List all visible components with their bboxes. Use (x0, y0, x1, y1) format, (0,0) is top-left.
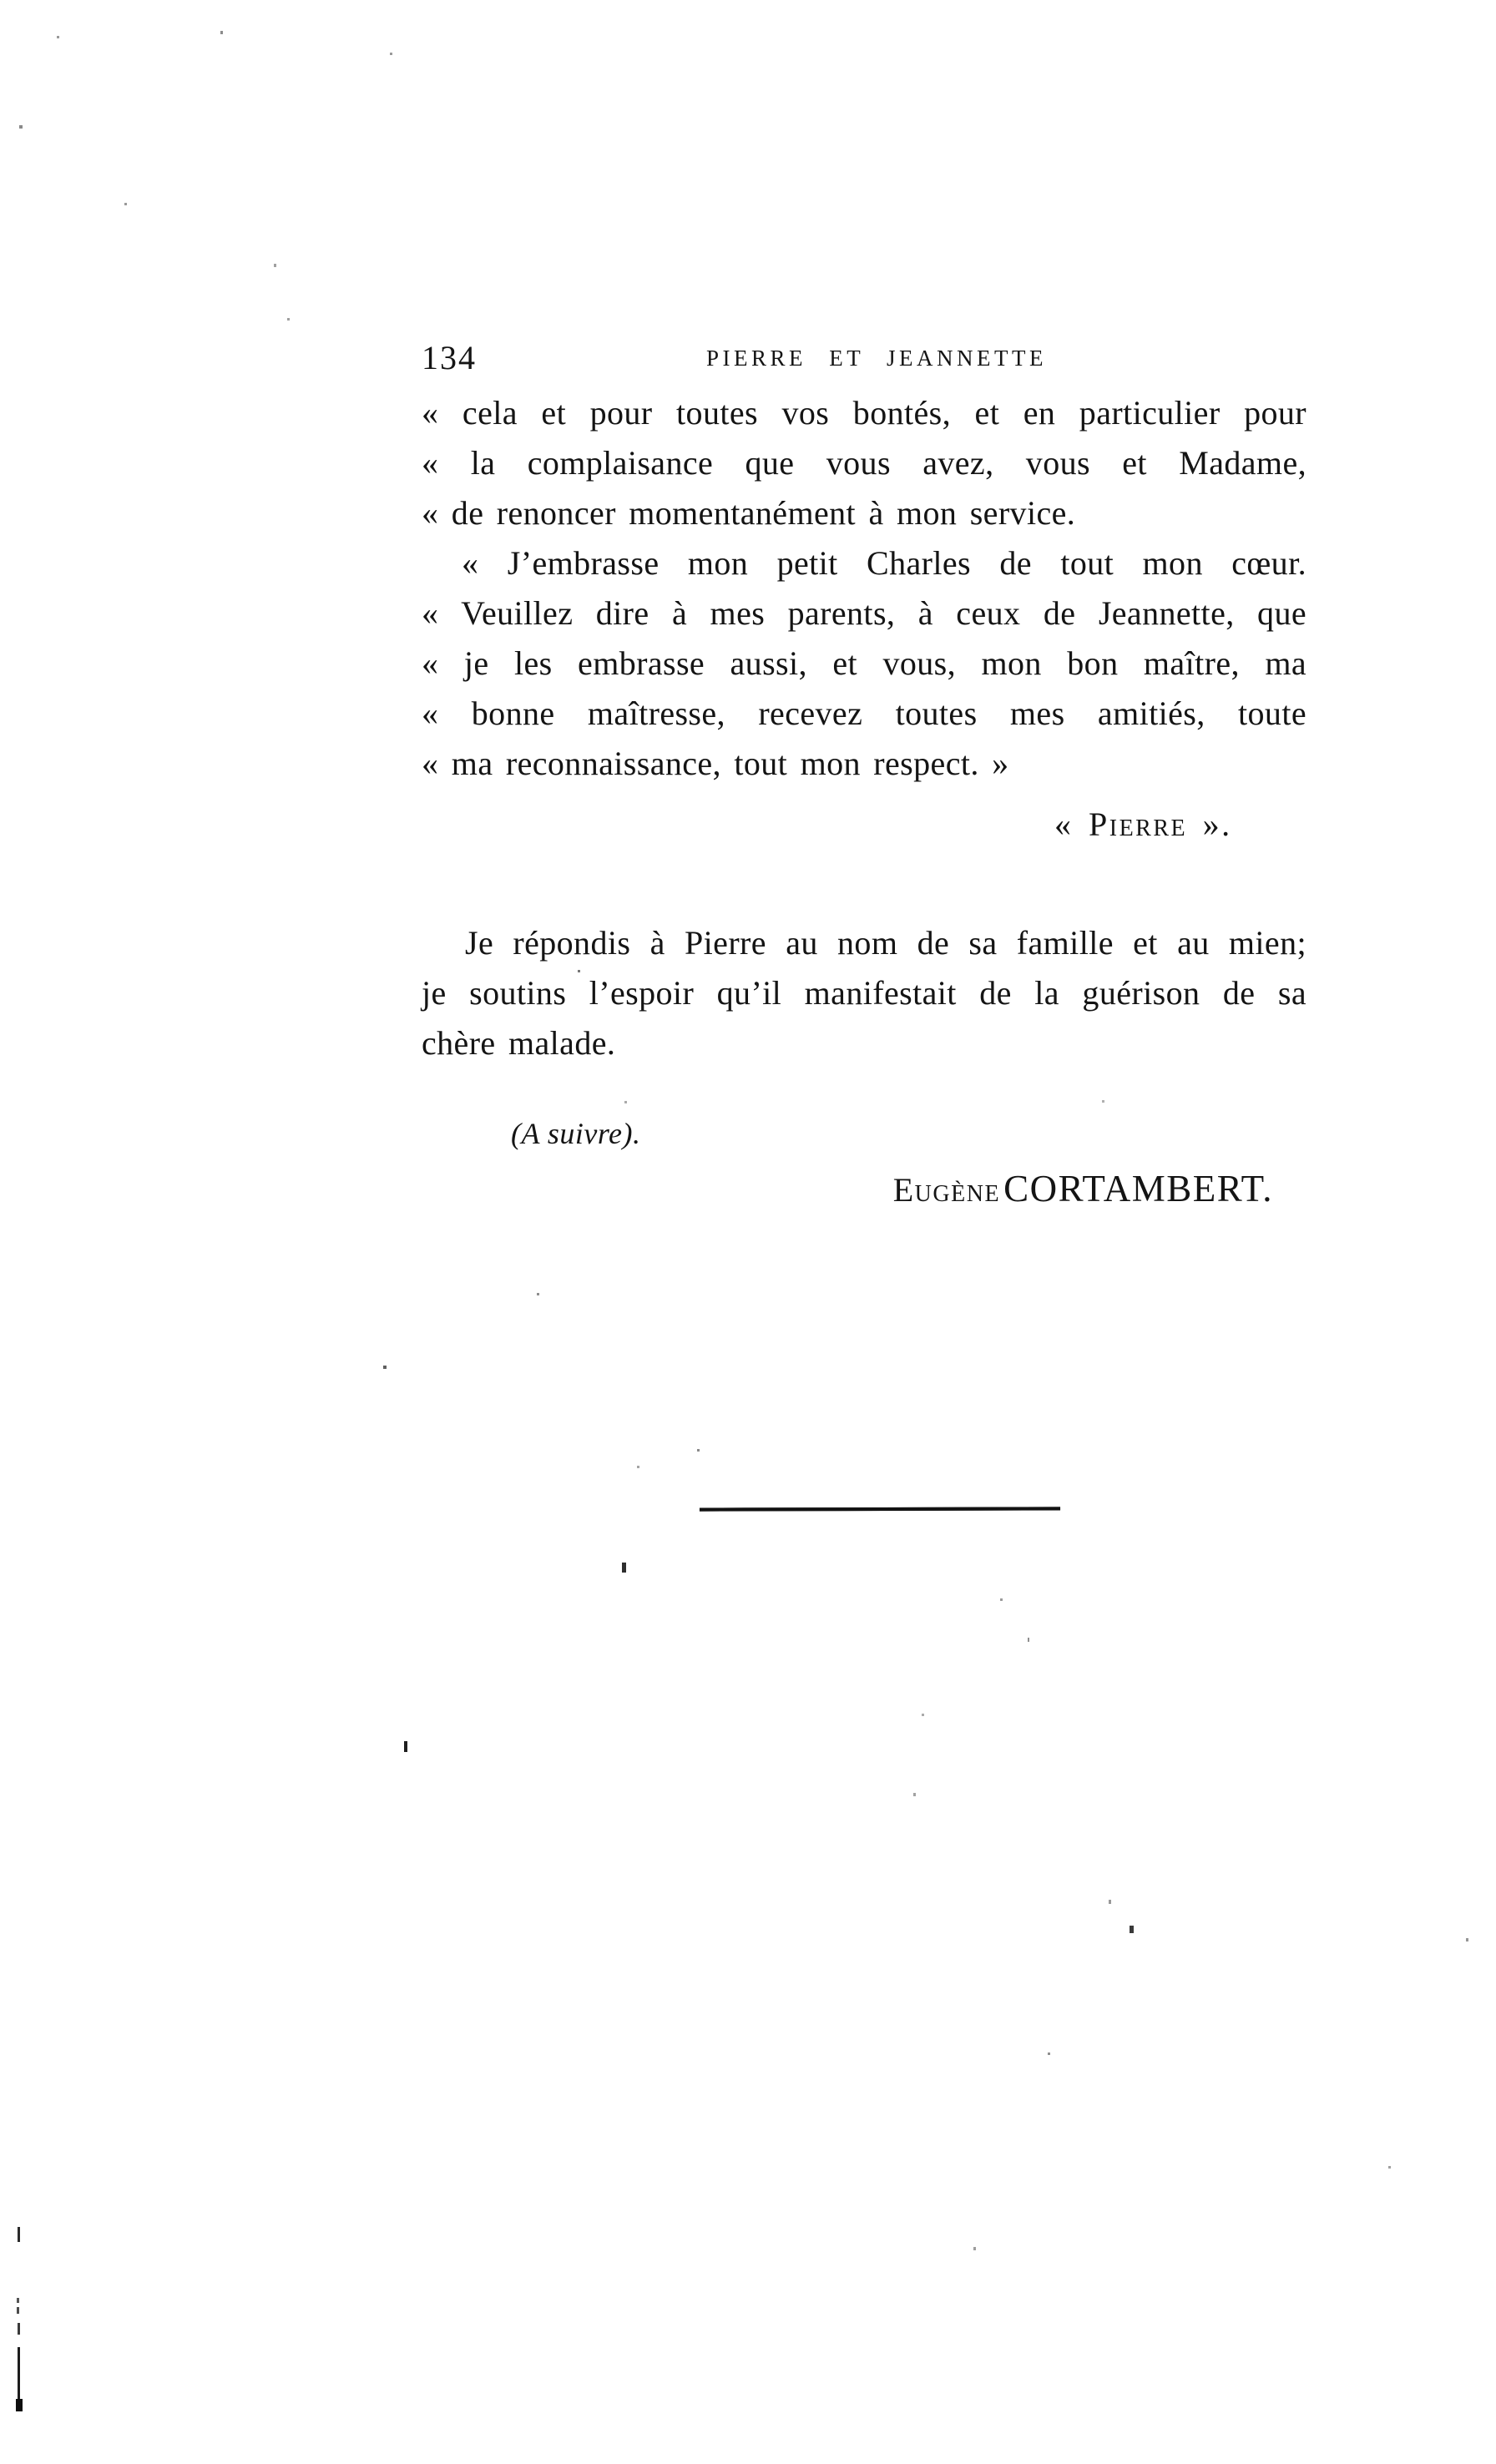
paragraph-line: Je répondis à Pierre au nom de sa famille et au mien; (465, 924, 1306, 962)
scan-artifact (220, 31, 223, 34)
quote-line: « J’embrasse mon petit Charles de tout mon cœur. (462, 544, 1306, 582)
scan-artifact (19, 125, 23, 129)
page-number: 134 (422, 339, 477, 376)
letter-signature: « Pierre ». (1054, 805, 1232, 843)
scan-artifact (1466, 1938, 1468, 1941)
quote-line: « de renoncer momentanément à mon service. (422, 494, 1076, 532)
scan-artifact (622, 1563, 626, 1573)
author-first-name: Eugène (892, 1171, 1001, 1209)
scan-artifact (18, 2323, 20, 2335)
scan-artifact (578, 970, 580, 972)
scan-artifact (624, 1101, 627, 1103)
quote-line: « je les embrasse aussi, et vous, mon bon maître, ma (422, 644, 1306, 682)
scan-artifact (1048, 2052, 1050, 2055)
quote-line: « ma reconnaissance, tout mon respect. » (422, 745, 1009, 782)
scan-artifact (390, 53, 392, 55)
scan-artifact (922, 1714, 924, 1716)
scan-artifact (124, 203, 127, 205)
scan-artifact (1102, 1100, 1104, 1103)
scan-artifact (1109, 1900, 1111, 1904)
scan-artifact (537, 1293, 539, 1295)
scan-artifact (274, 264, 276, 267)
paragraph-line: chère malade. (422, 1024, 616, 1062)
author-last-name: CORTAMBERT. (1003, 1168, 1273, 1209)
quote-line: « Veuillez dire à mes parents, à ceux de Jeannette, que (422, 594, 1306, 632)
running-title: PIERRE ET JEANNETTE (706, 346, 1047, 371)
scan-artifact (973, 2247, 976, 2250)
scan-artifact (1388, 2166, 1391, 2169)
paragraph-line: je soutins l’espoir qu’il manifestait de la guérison de sa (422, 974, 1306, 1012)
scan-artifact (287, 318, 290, 321)
quote-line: « cela et pour toutes vos bontés, et en particulier pour (422, 394, 1306, 432)
scan-artifact (1000, 1598, 1003, 1601)
scan-artifact (913, 1793, 916, 1796)
scan-artifact (16, 2399, 23, 2411)
scan-artifact (637, 1466, 639, 1468)
scan-artifact (1028, 1638, 1029, 1642)
scan-artifact (17, 2307, 19, 2314)
scan-artifact (1130, 1926, 1134, 1933)
scan-artifact (697, 1449, 700, 1452)
scan-artifact (383, 1366, 387, 1369)
scan-artifact (18, 2227, 20, 2242)
quote-line: « la complaisance que vous avez, vous et Madame, (422, 444, 1306, 482)
scan-artifact (404, 1741, 407, 1752)
continuation-note: (A suivre). (511, 1117, 641, 1150)
scan-artifact (17, 2298, 19, 2303)
scan-artifact (57, 36, 59, 38)
quote-line: « bonne maîtresse, recevez toutes mes amitiés, toute (422, 694, 1306, 732)
